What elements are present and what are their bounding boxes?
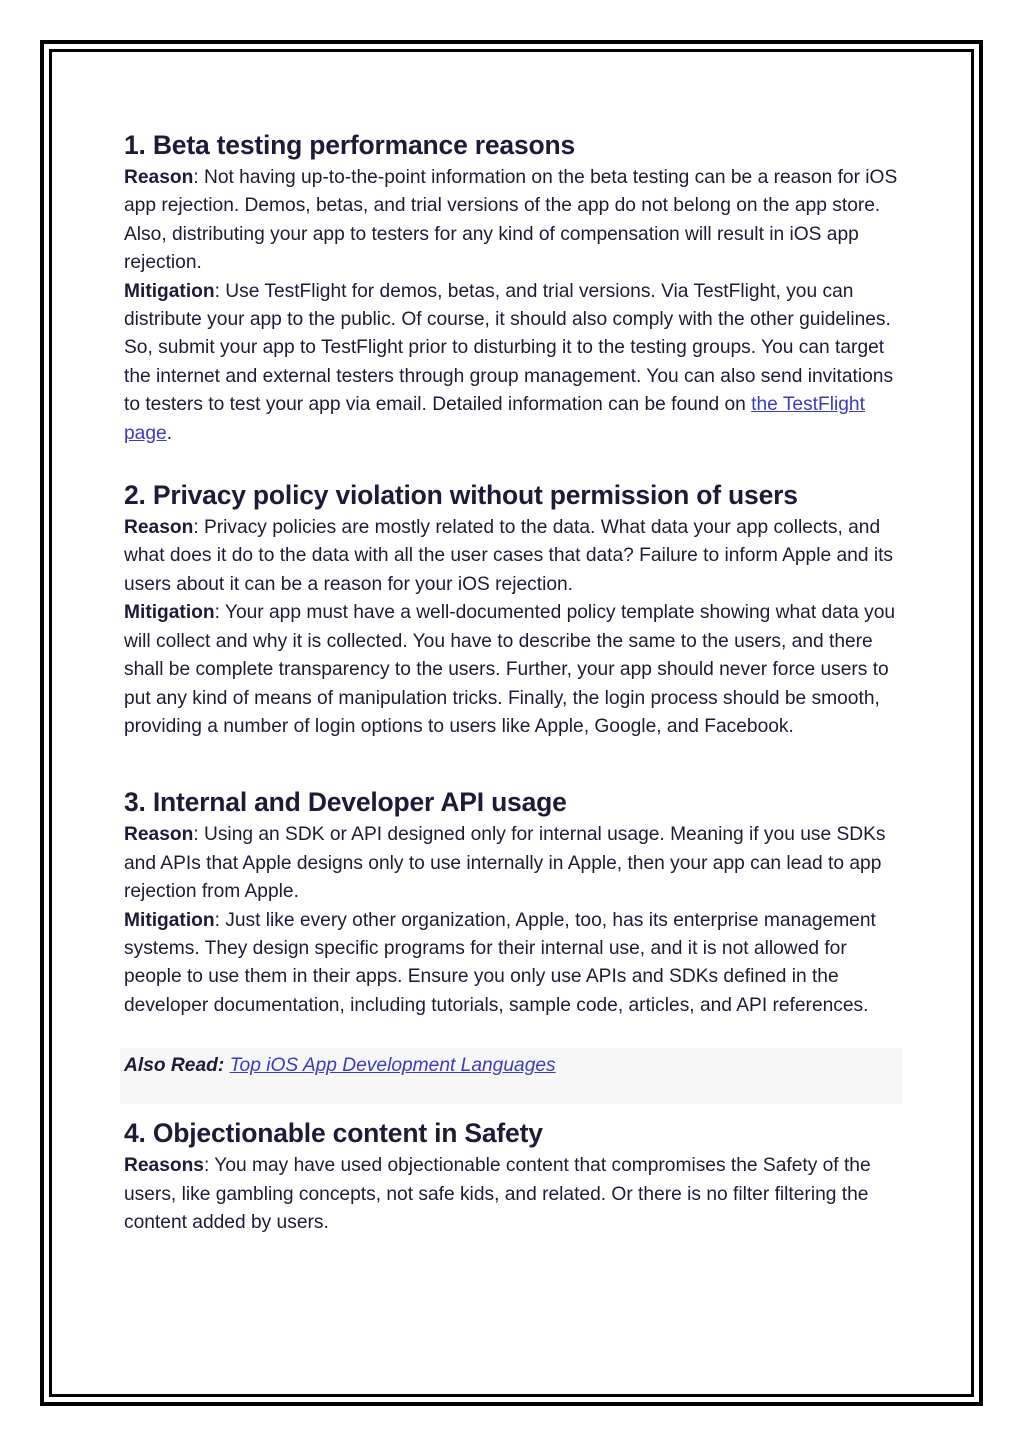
reason-paragraph	[124, 1152, 904, 1237]
section-objectionable-content	[124, 1114, 904, 1237]
mitigation-text: : Your app must have a well-documented policy template showing what data you will collect and why it is collected. You have to describe the same to the users, and there shall be complete transparency to the users. Further, your app should never force users to put any kind of means of manipulation tricks. Finally, the login process should be smooth, providing a number of login options to users like Apple, Google, and Facebook.	[124, 602, 896, 737]
mitigation-text: : Use TestFlight for demos, betas, and trial versions. Via TestFlight, you can distribute your app to the public. Of course, it should also comply with the other guidelines. So, submit your app to TestFlight prior to disturbing it to the testing groups. You can target the internet and external testers through group management. You can also send invitations to testers to test your app via email. Detailed information can be found on	[124, 280, 894, 416]
mitigation-paragraph	[124, 278, 904, 448]
reason-label: Reason	[124, 517, 194, 539]
document-body	[124, 126, 904, 1237]
mitigation-label: Mitigation	[124, 280, 215, 302]
also-read-callout	[120, 1048, 902, 1104]
mitigation-paragraph	[124, 599, 904, 741]
reason-text: : Not having up-to-the-point information on the beta testing can be a reason for iOS app rejection. Demos, betas, and trial versions of the app do not belong on the app store. Also, distributing your app to testers for any kind of compensation will result in iOS app rejection.	[124, 167, 898, 274]
section-heading: 1. Beta testing performance reasons	[124, 130, 576, 160]
testflight-page-link[interactable]: the TestFlight page	[124, 394, 865, 444]
mitigation-text: : Just like every other organization, Apple, too, has its enterprise management systems. They design specific programs for their internal use, and it is not allowed for people to use them in their apps. Ensure you only use APIs and SDKs defined in the developer documentation, including tutorials, sample code, articles, and API references.	[124, 909, 876, 1016]
section-privacy-policy	[124, 476, 904, 741]
reason-label: Reason	[124, 824, 194, 846]
section-internal-api	[124, 783, 904, 1020]
mitigation-label: Mitigation	[124, 602, 215, 624]
section-heading: 2. Privacy policy violation without permission of users	[124, 480, 798, 511]
section-heading: 4. Objectionable content in Safety	[124, 1118, 543, 1149]
also-read-link[interactable]: Top iOS App Development Languages	[229, 1055, 556, 1077]
mitigation-paragraph	[124, 907, 904, 1021]
reason-paragraph	[124, 164, 904, 278]
reason-text: : Privacy policies are mostly related to the data. What data your app collects, and what does it do to the data with all the user cases that data? Failure to inform Apple and its users about it can be a reason for your iOS rejection.	[124, 517, 894, 595]
reason-label: Reasons	[124, 1155, 204, 1177]
reason-label: Reason	[124, 167, 194, 188]
reason-text: : Using an SDK or API designed only for internal usage. Meaning if you use SDKs and APIs that Apple designs only to use internally in Apple, then your app can lead to app rejection from Apple.	[124, 824, 886, 903]
mitigation-end: .	[166, 422, 173, 444]
also-read-label: Also Read:	[124, 1055, 225, 1077]
section-heading: 3. Internal and Developer API usage	[124, 787, 567, 818]
reason-text: : You may have used objectionable content that compromises the Safety of the users, like gambling concepts, not safe kids, and related. Or there is no filter filtering the content added by users.	[124, 1155, 871, 1233]
mitigation-label: Mitigation	[124, 909, 215, 931]
reason-paragraph	[124, 514, 904, 599]
section-beta-testing	[124, 126, 904, 448]
reason-paragraph	[124, 821, 904, 906]
